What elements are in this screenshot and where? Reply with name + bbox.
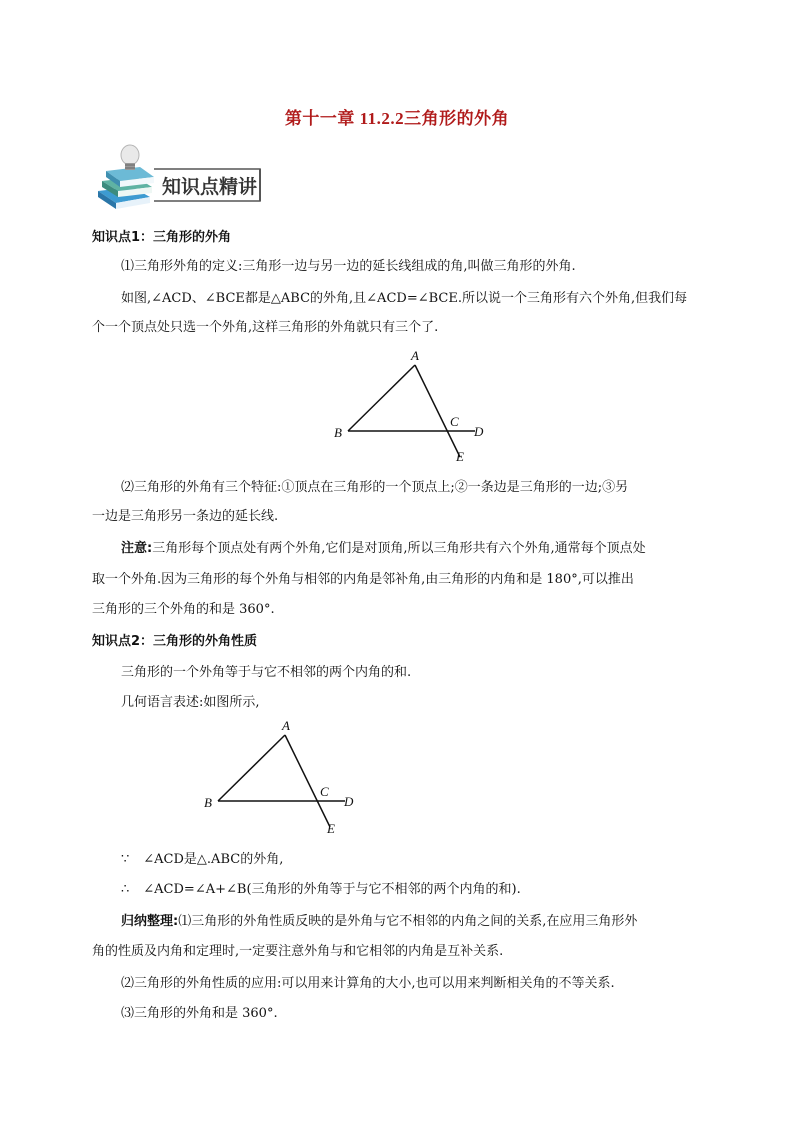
vertex-a-label: A bbox=[282, 718, 290, 733]
kp1-definition: ⑴三角形外角的定义:三角形一边与另一边的延长线组成的角,叫做三角形的外角. bbox=[121, 259, 576, 274]
vertex-c-label: C bbox=[320, 784, 329, 799]
banner-label: 知识点精讲 bbox=[162, 176, 258, 198]
kp1-example-line1: 如图,∠ACD、∠BCE都是△ABC的外角,且∠ACD=∠BCE.所以说一个三角形有六个外角,但我们每 bbox=[121, 291, 688, 306]
note-text: 三角形每个顶点处有两个外角,它们是对顶角,所以三角形共有六个外角,通常每个顶点处 bbox=[152, 541, 646, 556]
page-title: 第十一章 11.2.2三角形的外角 bbox=[284, 109, 510, 128]
kp2-property: 三角形的一个外角等于与它不相邻的两个内角的和. bbox=[121, 665, 412, 680]
note-keyword: 注意: bbox=[121, 541, 153, 556]
section-banner bbox=[92, 143, 267, 213]
vertex-a-label: A bbox=[411, 348, 419, 363]
point-d-label: D bbox=[474, 424, 484, 439]
kp1-note-line1 bbox=[121, 539, 741, 558]
kp1-features-line2: 一边是三角形另一条边的延长线. bbox=[92, 509, 279, 524]
kp1-example-line2: 个一个顶点处只选一个外角,这样三角形的外角就只有三个了. bbox=[92, 320, 439, 335]
point-e-label: E bbox=[327, 821, 335, 836]
therefore-text: ∠ACD=∠A+∠B(三角形的外角等于与它不相邻的两个内角的和). bbox=[143, 882, 521, 897]
summary-keyword: 归纳整理: bbox=[121, 914, 179, 929]
point-d-label: D bbox=[344, 794, 354, 809]
vertex-b-label: B bbox=[334, 425, 342, 440]
summary-line2: 角的性质及内角和定理时,一定要注意外角与和它相邻的内角是互补关系. bbox=[92, 944, 504, 959]
therefore-line bbox=[121, 880, 741, 899]
triangle-figure-1 bbox=[320, 345, 500, 470]
summary-line1 bbox=[121, 912, 741, 931]
vertex-c-label: C bbox=[450, 414, 459, 429]
kp1-note-line2: 取一个外角.因为三角形的每个外角与相邻的内角是邻补角,由三角形的内角和是 180°,可以推出 bbox=[92, 572, 634, 587]
lightbulb-books-icon bbox=[98, 145, 154, 209]
summary-point3: ⑶三角形的外角和是 360°. bbox=[121, 1006, 278, 1021]
because-symbol: ∵ bbox=[121, 852, 130, 867]
point-e-label: E bbox=[456, 449, 464, 464]
summary-point2: ⑵三角形的外角性质的应用:可以用来计算角的大小,也可以用来判断相关角的不等关系. bbox=[121, 976, 615, 991]
kp1-heading: 知识点1：三角形的外角 bbox=[92, 230, 232, 245]
kp1-note-line3: 三角形的三个外角的和是 360°. bbox=[92, 602, 275, 617]
kp2-heading: 知识点2：三角形的外角性质 bbox=[92, 634, 258, 649]
kp1-features-line1: ⑵三角形的外角有三个特征:①顶点在三角形的一个顶点上;②一条边是三角形的一边;③另 bbox=[121, 480, 629, 495]
because-text: ∠ACD是△.ABC的外角, bbox=[143, 852, 284, 867]
therefore-symbol: ∴ bbox=[121, 882, 130, 897]
summary-text: ⑴三角形的外角性质反映的是外角与它不相邻的内角之间的关系,在应用三角形外 bbox=[178, 914, 638, 929]
triangle-figure-2 bbox=[190, 715, 370, 840]
because-line bbox=[121, 850, 741, 869]
vertex-b-label: B bbox=[204, 795, 212, 810]
kp2-language: 几何语言表述:如图所示, bbox=[121, 695, 260, 710]
